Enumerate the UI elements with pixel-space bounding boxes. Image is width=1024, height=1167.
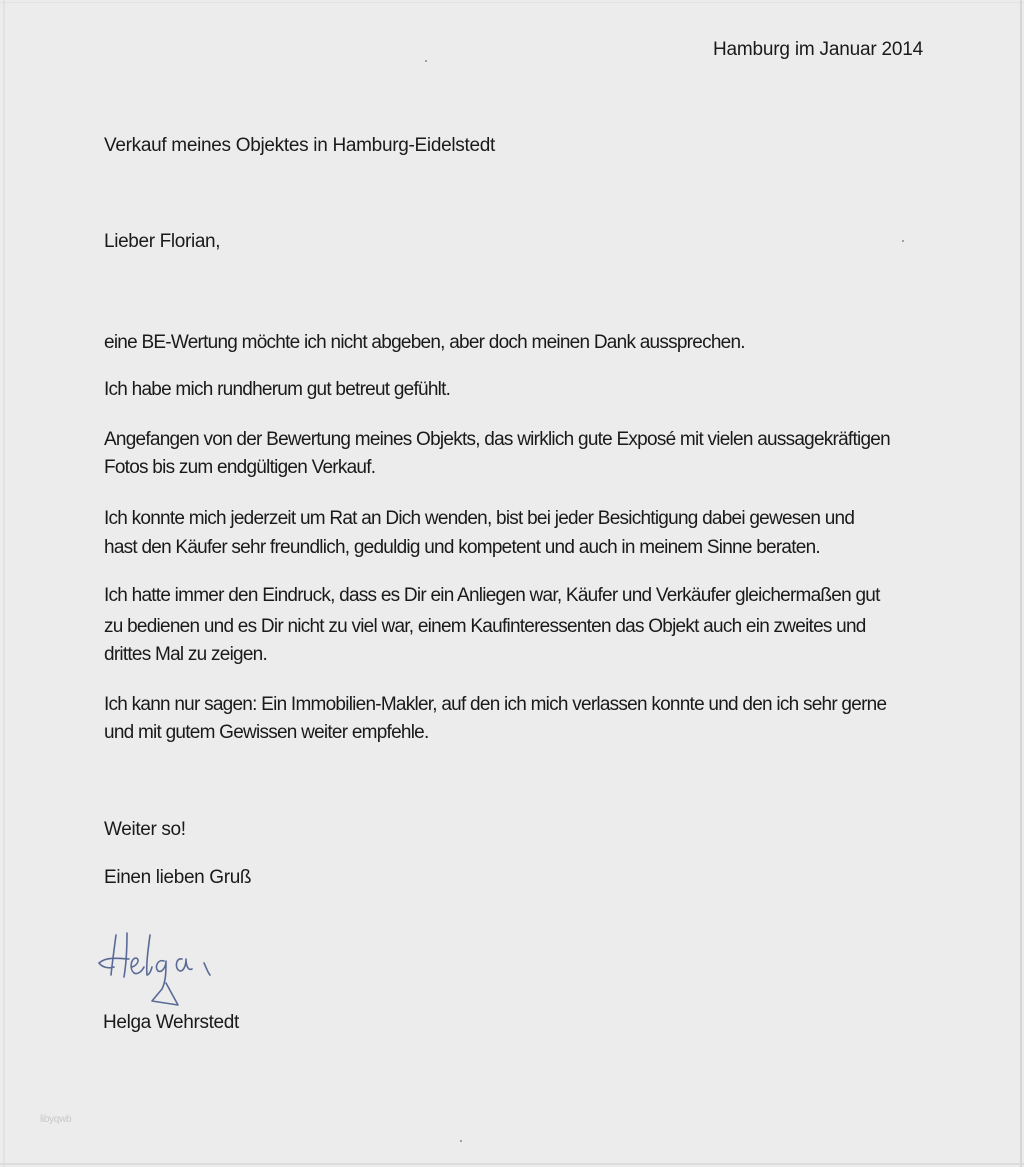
salutation: Lieber Florian, [104, 231, 221, 252]
subject-line: Verkauf meines Objektes in Hamburg-Eidelstedt [104, 135, 495, 156]
scan-border-left [3, 0, 5, 1167]
watermark: libyqwb [40, 1114, 72, 1125]
body-line: hast den Käufer sehr freundlich, geduldig und kompetent und auch in meinem Sinne beraten. [104, 537, 820, 558]
body-line: drittes Mal zu zeigen. [104, 644, 268, 665]
scan-border-top [0, 2, 1024, 3]
body-line: und mit gutem Gewissen weiter empfehle. [104, 722, 429, 743]
signer-name: Helga Wehrstedt [103, 1012, 239, 1033]
body-line: Fotos bis zum endgültigen Verkauf. [104, 457, 376, 478]
body-line: Ich hatte immer den Eindruck, dass es Dir ein Anliegen war, Käufer und Verkäufer gleichermaßen gut [104, 585, 880, 606]
body-line: Angefangen von der Bewertung meines Objekts, das wirklich gute Exposé mit vielen aussagekräftigen [104, 429, 890, 450]
body-line: Ich konnte mich jederzeit um Rat an Dich wenden, bist bei jeder Besichtigung dabei gewesen und [104, 508, 855, 529]
closing-remark: Weiter so! [104, 819, 186, 840]
scan-speck [425, 60, 427, 62]
body-line: Ich habe mich rundherum gut betreut gefühlt. [104, 379, 451, 400]
body-line: eine BE-Wertung möchte ich nicht abgeben, aber doch meinen Dank aussprechen. [104, 332, 745, 353]
scan-border-bottom [0, 1163, 1024, 1165]
date-line: Hamburg im Januar 2014 [713, 39, 923, 60]
body-line: Ich kann nur sagen: Ein Immobilien-Makler, auf den ich mich verlassen konnte und den ich sehr gerne [104, 694, 887, 715]
scan-speck [902, 240, 904, 242]
body-line: zu bedienen und es Dir nicht zu viel war, einem Kaufinteressenten das Objekt auch ein zweites und [104, 616, 866, 637]
closing-greeting: Einen lieben Gruß [104, 867, 252, 888]
scan-border-right [1020, 0, 1022, 1167]
handwritten-signature [94, 925, 234, 1015]
scan-speck [460, 1140, 462, 1142]
